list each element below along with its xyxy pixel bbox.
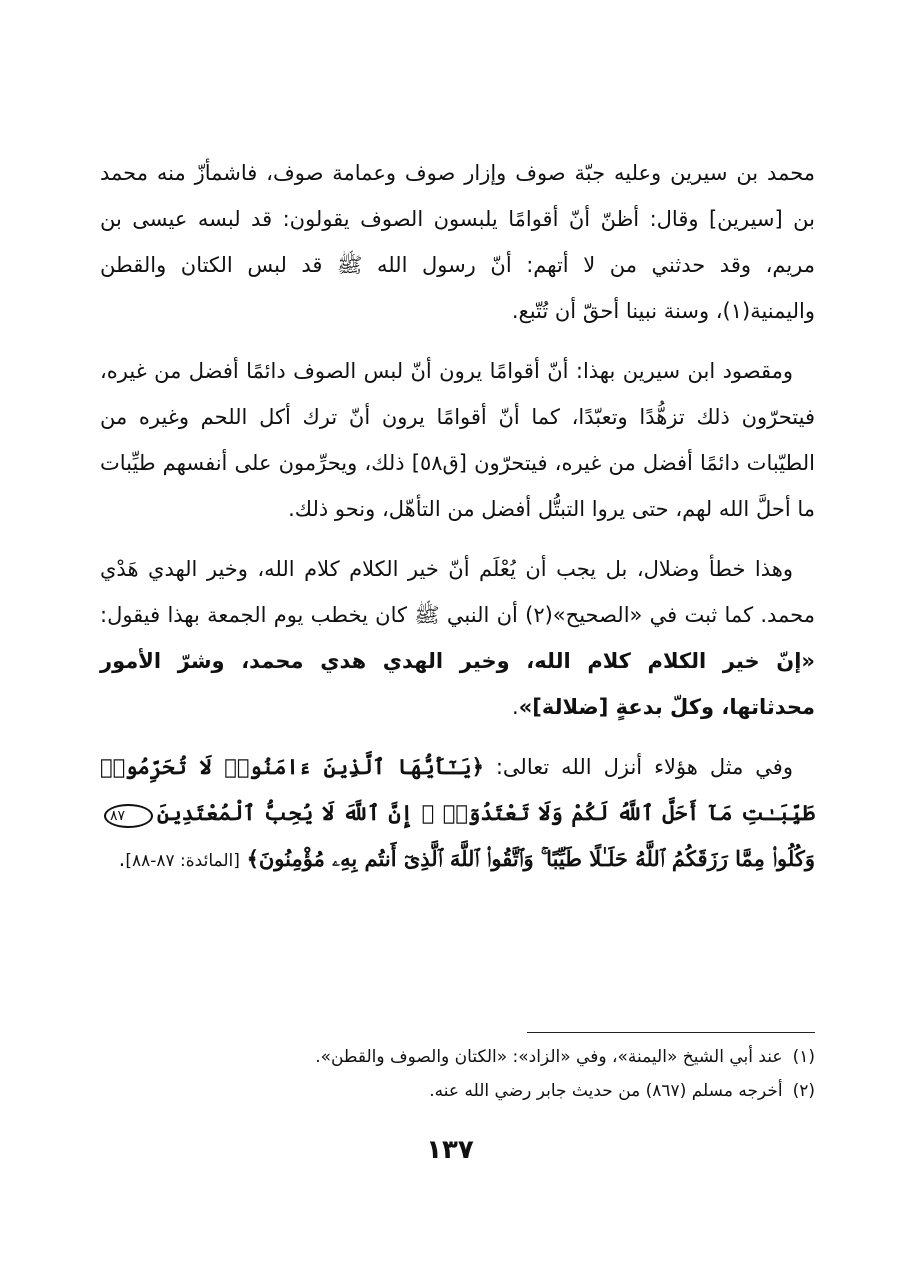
paragraph-1: محمد بن سيرين وعليه جبّة صوف وإزار صوف وعمامة صوف، فاشمأزّ منه محمد بن [سيرين] وقال: أظنّ أنّ أقوامًا يلبسون الصوف يقولون: قد لبسه عيسى بن مريم، وقد حدثني من لا أتهم: أنّ رسول الله ﷺ قد لبس الكتان والقطن واليمنية(١)، وسنة نبينا أحقّ أن تُتّبع. <box>100 161 815 323</box>
footnote-1-text: عند أبي الشيخ «اليمنة»، وفي «الزاد»: «الكتان والصوف والقطن». <box>315 1047 783 1067</box>
hadith-quote: «إنّ خير الكلام كلام الله، وخير الهدي هدي محمد، وشرّ الأمور محدثاتها، وكلّ بدعةٍ [ضلالة]» <box>100 649 815 719</box>
paragraph-3-intro: وهذا خطأ وضلال، بل يجب أن يُعْلَم أنّ خير الكلام كلام الله، وخير الهدي هَدْي محمد. كما ثبت في «الصحيح»(٢) أن النبي ﷺ كان يخطب يوم الجمعة بهذا فيقول: <box>100 557 815 627</box>
quran-verse-part-2: وَكُلُوا۟ مِمَّا رَزَقَكُمُ ٱللَّهُ حَلَـٰلًا طَيِّبًا ۚ وَٱتَّقُوا۟ ٱللَّهَ ٱلَّذِىٓ أَنتُم بِهِۦ مُؤْمِنُونَ <box>258 846 815 871</box>
footnote-2-text: أخرجه مسلم (٨٦٧) من حديث جابر رضي الله عنه. <box>429 1081 783 1101</box>
paragraph-3-end: . <box>512 695 519 719</box>
paragraph-4 <box>100 744 815 884</box>
quran-open-bracket: ﴿ <box>471 755 484 779</box>
footnote-1 <box>100 1040 815 1074</box>
footnote-2-number: (٢) <box>792 1081 815 1101</box>
page-body <box>100 150 815 898</box>
paragraph-4-intro: وفي مثل هؤلاء أنزل الله تعالى: <box>483 755 793 779</box>
quran-reference: [المائدة: ٨٧-٨٨] <box>125 851 240 871</box>
ayah-number-87: ٨٧ <box>104 804 153 828</box>
footnote-1-number: (١) <box>792 1047 815 1067</box>
paragraph-3 <box>100 546 815 730</box>
paragraph-4-end: . <box>118 847 126 871</box>
quran-close-bracket: ﴾ <box>246 847 259 871</box>
footnote-divider <box>527 1032 815 1033</box>
quran-verse-part-1: يَـٰٓأَيُّهَا ٱلَّذِينَ ءَامَنُوا۟ لَا تُحَرِّمُوا۟ طَيِّبَـٰتِ مَآ أَحَلَّ ٱللَّهُ لَكُمْ وَلَا تَعْتَدُوٓا۟ ۚ إِنَّ ٱللَّهَ لَا يُحِبُّ ٱلْمُعْتَدِينَ <box>100 754 815 825</box>
footnotes <box>100 1040 815 1108</box>
footnote-2 <box>100 1074 815 1108</box>
paragraph-2: ومقصود ابن سيرين بهذا: أنّ أقوامًا يرون أنّ لبس الصوف دائمًا أفضل من غيره، فيتحرّون ذلك تزهُّدًا وتعبّدًا، كما أنّ أقوامًا يرون أنّ ترك أكل اللحم وغيره من الطيّبات دائمًا أفضل من غيره، فيتحرّون [ق٥٨] ذلك، ويحرِّمون على أنفسهم طيِّبات ما أحلَّ الله لهم، حتى يروا التبتُّل أفضل من التأهّل، ونحو ذلك. <box>100 359 815 521</box>
page-number: ١٣٧ <box>426 1135 474 1165</box>
